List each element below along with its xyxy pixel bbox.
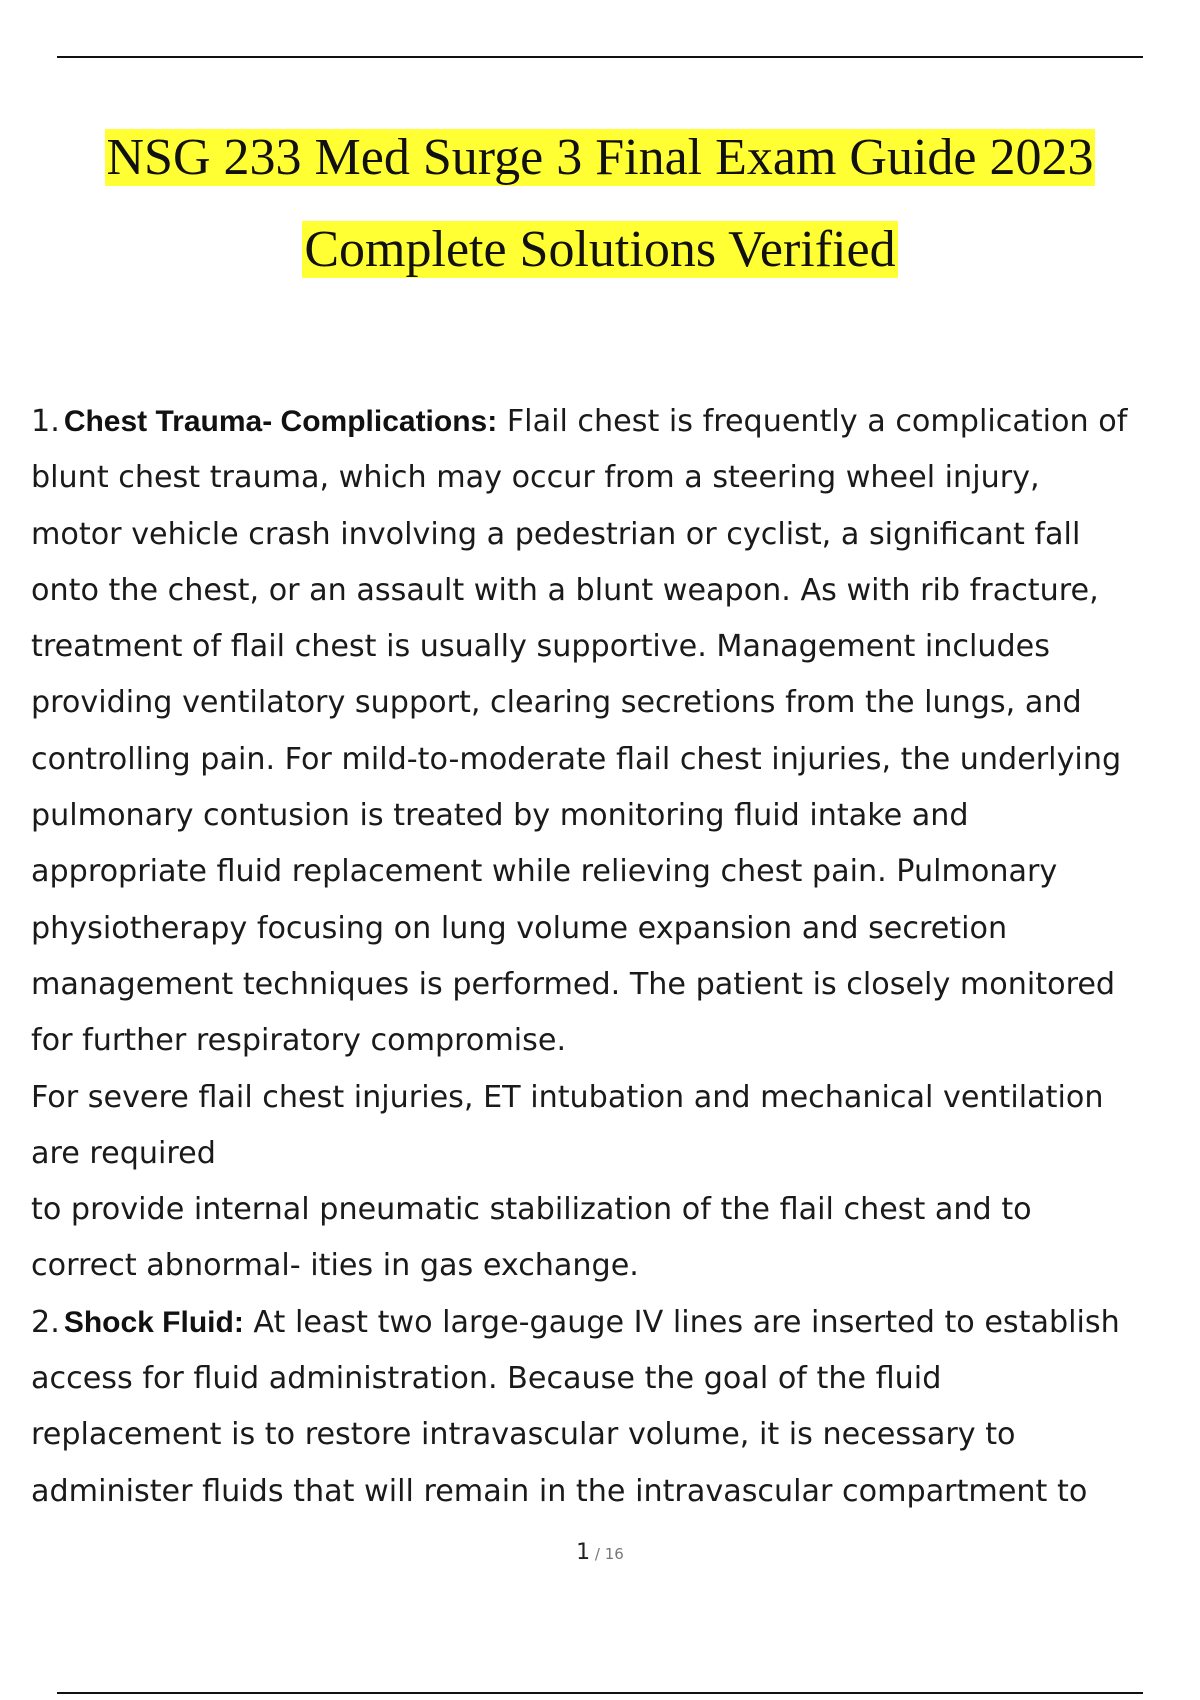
answer-line: replacement is to restore intravascular volume, it is necessary to xyxy=(31,1417,1016,1453)
page-current: 1 xyxy=(576,1540,591,1565)
answer-line: management techniques is performed. The patient is closely monitored xyxy=(31,966,1116,1002)
bottom-rule xyxy=(57,1692,1143,1694)
answer-line: pulmonary contusion is treated by monitoring fluid intake and xyxy=(31,798,969,834)
title-highlight-1: NSG 233 Med Surge 3 Final Exam Guide 2023 xyxy=(106,129,1094,186)
answer-line: to provide internal pneumatic stabilization of the flail chest and to xyxy=(31,1192,1032,1228)
page-total: 16 xyxy=(604,1545,624,1563)
answer-line: onto the chest, or an assault with a blunt weapon. As with rib fracture, xyxy=(31,572,1099,608)
document-body xyxy=(31,394,1197,1520)
answer-line: motor vehicle crash involving a pedestrian or cyclist, a significant fall xyxy=(31,516,1081,552)
page-indicator xyxy=(0,1540,1200,1565)
answer-line: physiotherapy focusing on lung volume expansion and secretion xyxy=(31,910,1008,946)
answer-line: appropriate fluid replacement while relieving chest pain. Pulmonary xyxy=(31,854,1058,890)
answer-line: correct abnormal- ities in gas exchange. xyxy=(31,1248,639,1284)
answer-line: blunt chest trauma, which may occur from a steering wheel injury, xyxy=(31,460,1040,496)
answer-text: At least two large-gauge IV lines are inserted to establish xyxy=(243,1304,1120,1340)
answer-line: are required xyxy=(31,1135,216,1171)
answer-line: access for fluid administration. Because the goal of the fluid xyxy=(31,1361,942,1397)
document-title xyxy=(0,112,1200,296)
title-highlight-2: Complete Solutions Verified xyxy=(304,221,896,278)
question-term: Chest Trauma- Complications: xyxy=(63,405,498,438)
answer-line: for further respiratory compromise. xyxy=(31,1023,567,1059)
page-separator: / xyxy=(590,1545,605,1563)
question-number: 2. xyxy=(31,1304,60,1340)
answer-line: For severe flail chest injuries, ET intubation and mechanical ventilation xyxy=(31,1079,1104,1115)
question-1-first-line xyxy=(31,394,1197,450)
answer-line: administer fluids that will remain in the intravascular compartment to xyxy=(31,1473,1088,1509)
question-number: 1. xyxy=(31,404,60,439)
answer-text: Flail chest is frequently a complication of xyxy=(497,404,1128,439)
title-line-2 xyxy=(0,204,1200,296)
top-rule xyxy=(57,56,1143,58)
question-2-first-line xyxy=(31,1295,1197,1351)
answer-line: treatment of flail chest is usually supportive. Management includes xyxy=(31,629,1050,665)
answer-line: providing ventilatory support, clearing secretions from the lungs, and xyxy=(31,685,1082,721)
title-line-1 xyxy=(0,112,1200,204)
answer-line: controlling pain. For mild-to-moderate flail chest injuries, the underlying xyxy=(31,741,1122,777)
question-term: Shock Fluid: xyxy=(63,1305,244,1339)
